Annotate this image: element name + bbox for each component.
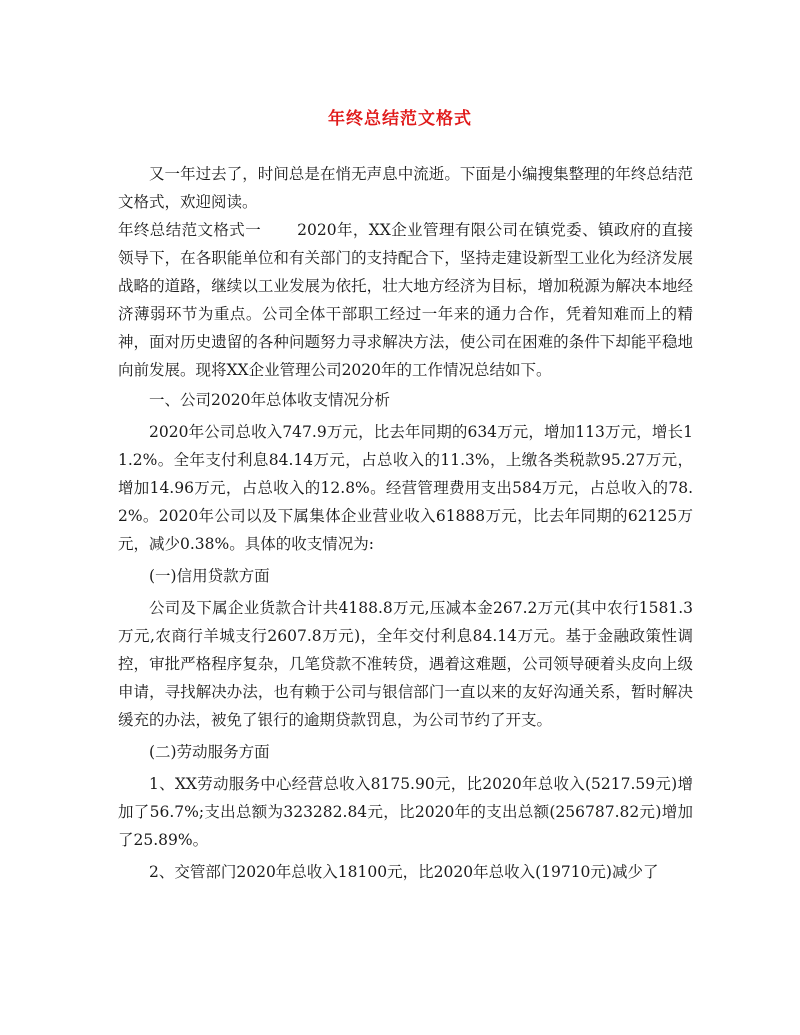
- section-intro-text: 2020年，XX企业管理有限公司在镇党委、镇政府的直接领导下，在各职能单位和有关部门的支持配合下，坚持走建设新型工业化为经济发展战略的道路，继续以工业发展为依托，壮大地方经济为目标，增加税源为解决本地经济薄弱环节为重点。公司全体干部职工经过一年来的通力合作，凭着知难而上的精神，面对历史遗留的各种问题努力寻求解决方法，使公司在困难的条件下却能平稳地向前发展。现将XX企业管理公司2020年的工作情况总结如下。: [118, 221, 693, 379]
- credit-loans-paragraph: 公司及下属企业货款合计共4188.8万元,压减本金267.2万元(其中农行1581.3万元,农商行羊城支行2607.8万元)，全年交付利息84.14万元。基于金融政策性调控，审批严格程序复杂，几笔贷款不准转贷，遇着这难题，公司领导硬着头皮向上级申请，寻找解决办法，也有赖于公司与银信部门一直以来的友好沟通关系，暂时解决缓充的办法，被免了银行的逾期贷款罚息，为公司节约了开支。: [118, 599, 693, 729]
- subheading-labor-services: (二)劳动服务方面: [149, 743, 270, 761]
- section-label: 年终总结范文格式一: [118, 221, 262, 239]
- labor-center-paragraph: 1、XX劳动服务中心经营总收入8175.90元，比2020年总收入(5217.59元)增加了56.7%;支出总额为323282.84元，比2020年的支出总额(256787.82元)增加了25.89%。: [118, 775, 693, 849]
- document-title: 年终总结范文格式: [328, 109, 472, 129]
- intro-paragraph: 又一年过去了，时间总是在悄无声息中流逝。下面是小编搜集整理的年终总结范文格式，欢迎阅读。: [118, 165, 693, 211]
- section-one-paragraph: [118, 216, 693, 384]
- subheading-credit-loans: (一)信用贷款方面: [149, 567, 270, 585]
- income-paragraph: 2020年公司总收入747.9万元，比去年同期的634万元，增加113万元，增长11.2%。全年支付利息84.14万元，占总收入的11.3%，上缴各类税款95.27万元，增加14.96万元，占总收入的12.8%。经营管理费用支出584万元，占总收入的78.2%。2020年公司以及下属集体企业营业收入61888万元，比去年同期的62125万元，减少0.38%。具体的收支情况为:: [118, 423, 693, 553]
- document-body: [118, 160, 693, 886]
- heading-income-analysis: 一、公司2020年总体收支情况分析: [149, 391, 390, 409]
- traffic-department-paragraph: 2、交管部门2020年总收入18100元，比2020年总收入(19710元)减少了: [149, 863, 659, 881]
